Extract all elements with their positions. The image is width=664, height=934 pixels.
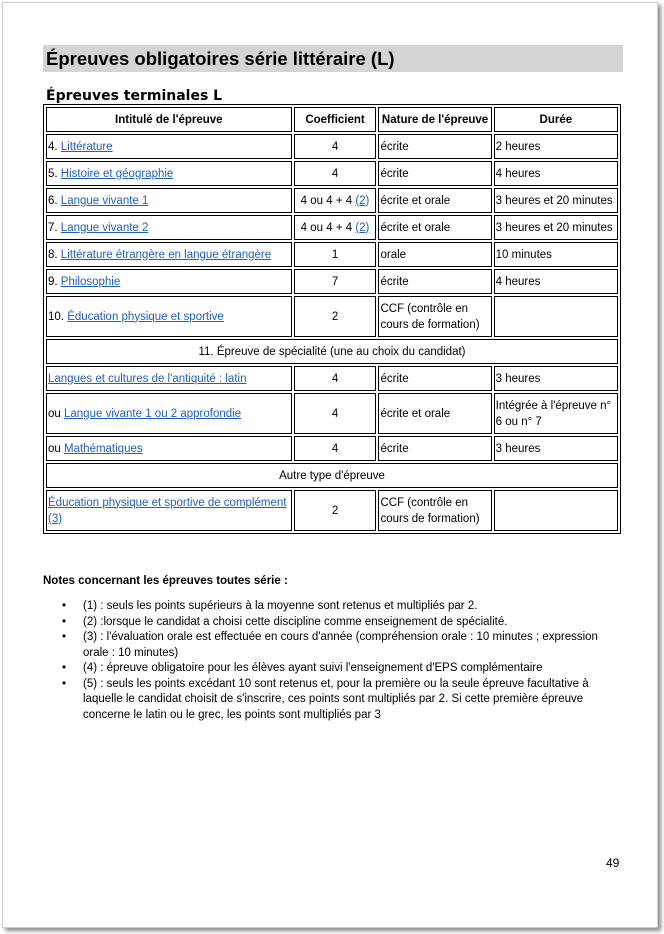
duree-cell: 3 heures et 20 minutes <box>494 215 618 240</box>
table-row <box>46 393 618 434</box>
page-title: Épreuves obligatoires série littéraire (L) <box>43 45 623 72</box>
header-duree: Durée <box>494 107 618 132</box>
table-row <box>46 188 618 213</box>
row-number: 7. <box>48 221 61 234</box>
row-number: 10. <box>48 310 68 323</box>
header-coefficient: Coefficient <box>294 107 377 132</box>
nature-cell: écrite <box>378 134 491 159</box>
coefficient-cell: 4 <box>294 366 377 391</box>
table-row <box>46 490 618 531</box>
coefficient-value: 4 ou 4 + 4 <box>300 194 356 207</box>
duree-cell <box>494 490 618 531</box>
specialite-header: 11. Épreuve de spécialité (une au choix du candidat) <box>46 339 618 364</box>
exam-link[interactable]: Langue vivante 1 ou 2 approfondie <box>64 407 242 420</box>
coefficient-cell: 4 <box>294 436 377 461</box>
exam-link[interactable]: Langue vivante 1 <box>60 194 149 207</box>
page-number: 49 <box>606 856 620 870</box>
table-row <box>46 366 618 391</box>
intitule-cell <box>46 188 292 213</box>
notes-list <box>62 599 622 723</box>
coefficient-cell <box>294 215 377 240</box>
intitule-cell <box>46 242 292 267</box>
exams-table <box>43 104 621 534</box>
autre-header-row <box>46 463 618 488</box>
specialite-header-row <box>46 339 618 364</box>
table-row <box>46 242 618 267</box>
duree-cell: 4 heures <box>494 161 618 186</box>
intitule-cell <box>46 436 292 461</box>
exam-link[interactable]: Langue vivante 2 <box>60 221 149 234</box>
exam-link[interactable]: Histoire et géographie <box>60 167 174 180</box>
exam-link[interactable]: Éducation physique et sportive de complément (3) <box>48 496 287 525</box>
intitule-cell <box>46 296 292 337</box>
note-item: • (3) : l'évaluation orale est effectuée en cours d'année (compréhension orale : 10 minutes ; expression orale : 10 minutes) <box>62 630 622 661</box>
exam-link[interactable]: Éducation physique et sportive <box>67 310 224 323</box>
notes-title: Notes concernant les épreuves toutes série : <box>43 575 288 587</box>
nature-cell: orale <box>378 242 491 267</box>
nature-cell: écrite et orale <box>378 393 491 434</box>
coefficient-cell: 4 <box>294 134 377 159</box>
intitule-cell <box>46 134 292 159</box>
row-number: 9. <box>48 275 61 288</box>
duree-cell <box>494 296 618 337</box>
nature-cell: écrite et orale <box>378 188 491 213</box>
nature-cell: écrite <box>378 366 491 391</box>
section-subtitle: Épreuves terminales L <box>46 88 223 104</box>
coefficient-cell: 4 <box>294 161 377 186</box>
duree-cell: Intégrée à l'épreuve n° 6 ou n° 7 <box>494 393 618 434</box>
intitule-cell <box>46 269 292 294</box>
intitule-cell <box>46 490 292 531</box>
duree-cell: 3 heures et 20 minutes <box>494 188 618 213</box>
table-row <box>46 296 618 337</box>
coefficient-cell: 4 <box>294 393 377 434</box>
duree-cell: 3 heures <box>494 366 618 391</box>
exam-link[interactable]: Littérature étrangère en langue étrangère <box>60 248 272 261</box>
nature-cell: écrite <box>378 161 491 186</box>
duree-cell: 3 heures <box>494 436 618 461</box>
row-number: 6. <box>48 194 61 207</box>
intitule-cell <box>46 161 292 186</box>
exam-link[interactable]: Philosophie <box>60 275 121 288</box>
nature-cell: CCF (contrôle en cours de formation) <box>378 296 491 337</box>
coefficient-cell <box>294 188 377 213</box>
coefficient-cell: 2 <box>294 490 377 531</box>
header-intitule: Intitulé de l'épreuve <box>46 107 292 132</box>
intitule-cell <box>46 366 292 391</box>
exam-link[interactable]: Mathématiques <box>64 442 143 455</box>
duree-cell: 10 minutes <box>494 242 618 267</box>
nature-cell: écrite <box>378 269 491 294</box>
row-number: 4. <box>48 140 61 153</box>
note-item: • (2) :lorsque le candidat a choisi cette discipline comme enseignement de spécialité. <box>62 615 622 631</box>
table-row <box>46 134 618 159</box>
intitule-cell <box>46 393 292 434</box>
note-item: • (4) : épreuve obligatoire pour les élèves ayant suivi l'enseignement d'EPS complémentaire <box>62 661 622 677</box>
table-row <box>46 269 618 294</box>
note-item: • (1) : seuls les points supérieurs à la moyenne sont retenus et multipliés par 2. <box>62 599 622 615</box>
choice-prefix: ou <box>48 442 64 455</box>
note-link[interactable]: (2) <box>355 221 370 234</box>
table-row <box>46 161 618 186</box>
note-link[interactable]: (2) <box>355 194 370 207</box>
nature-cell: écrite et orale <box>378 215 491 240</box>
table-row <box>46 215 618 240</box>
autre-header: Autre type d'épreuve <box>46 463 618 488</box>
note-item: • (5) : seuls les points excédant 10 sont retenus et, pour la première ou la seule épreuve facultative à laquelle le candidat choisit de s'inscrire, ces points sont multipliés par 2. Si cette première épreuve concerne le latin ou le grec, les points sont multipliés par 3 <box>62 677 622 724</box>
duree-cell: 4 heures <box>494 269 618 294</box>
nature-cell: CCF (contrôle en cours de formation) <box>378 490 491 531</box>
coefficient-value: 4 ou 4 + 4 <box>300 221 356 234</box>
row-number: 8. <box>48 248 61 261</box>
header-nature: Nature de l'épreuve <box>378 107 491 132</box>
table-row <box>46 436 618 461</box>
exam-link[interactable]: Langues et cultures de l'antiquité : latin <box>48 372 247 385</box>
coefficient-cell: 2 <box>294 296 377 337</box>
choice-prefix: ou <box>48 407 64 420</box>
row-number: 5. <box>48 167 61 180</box>
coefficient-cell: 7 <box>294 269 377 294</box>
exam-link[interactable]: Littérature <box>60 140 113 153</box>
duree-cell: 2 heures <box>494 134 618 159</box>
nature-cell: écrite <box>378 436 491 461</box>
coefficient-cell: 1 <box>294 242 377 267</box>
intitule-cell <box>46 215 292 240</box>
